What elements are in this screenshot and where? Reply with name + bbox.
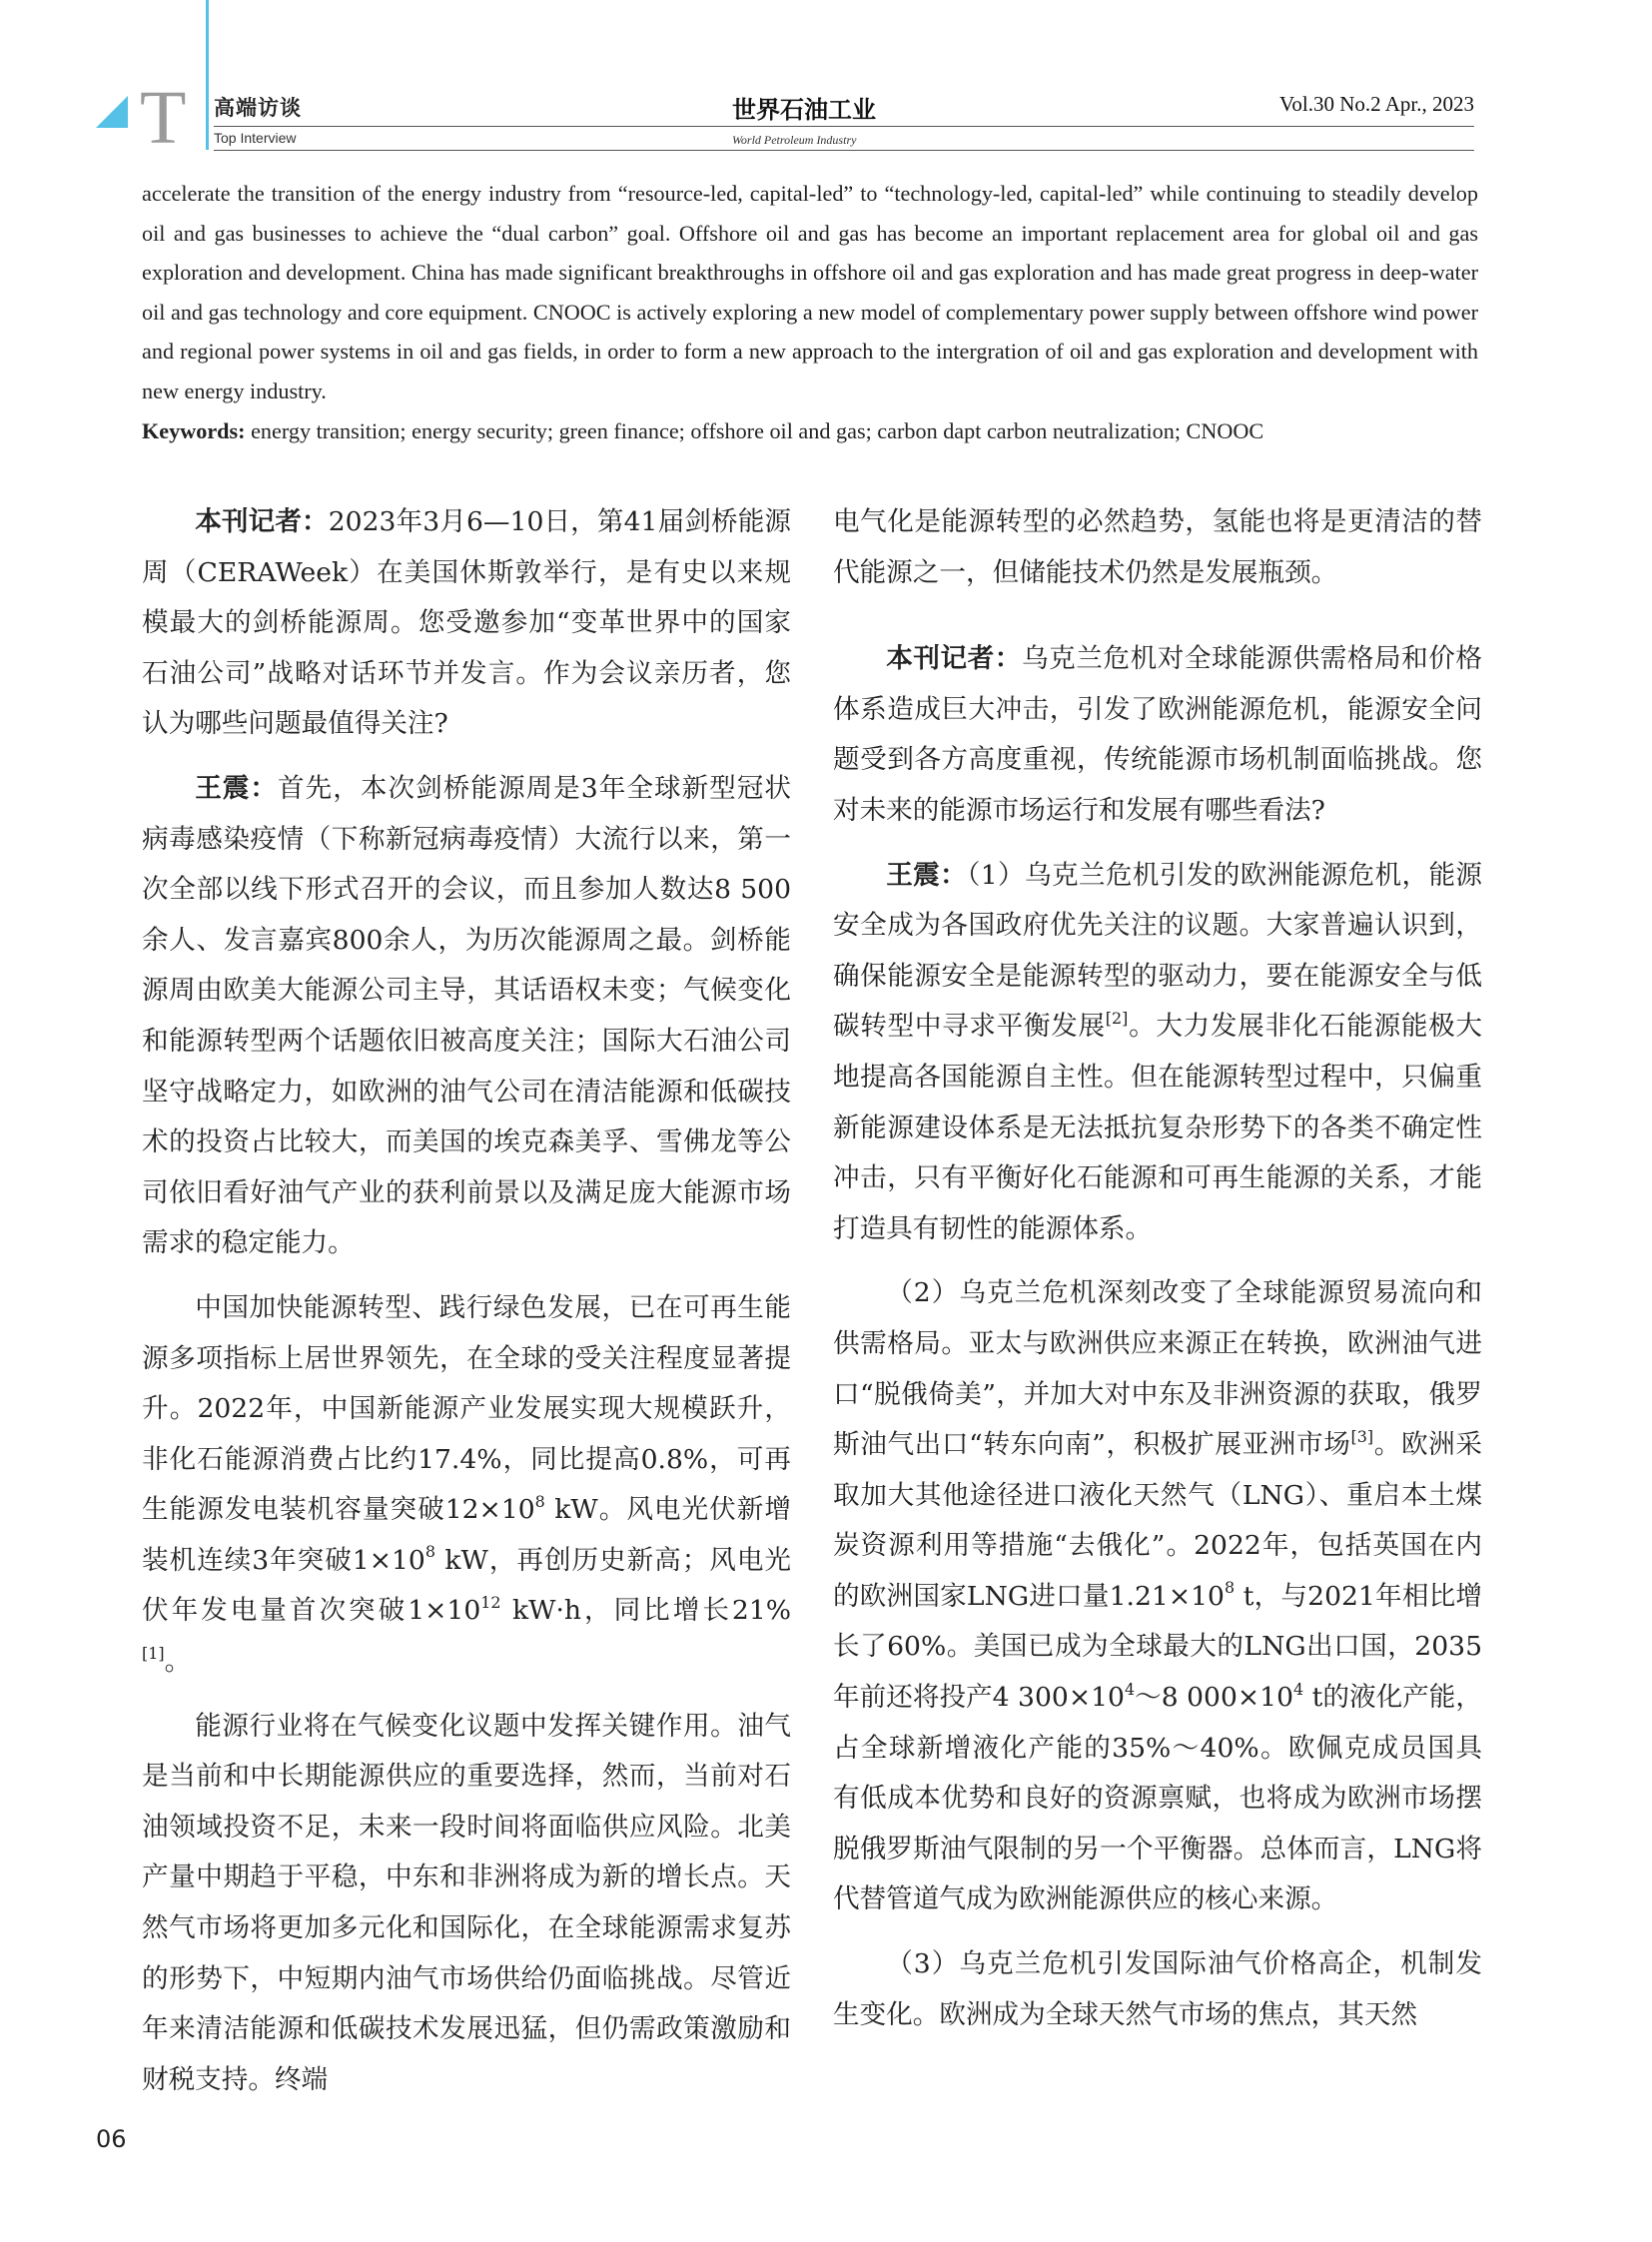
english-abstract (142, 174, 1478, 450)
speaker-label: 王震： (195, 772, 279, 804)
paragraph-trade-flows: （2）乌克兰危机深刻改变了全球能源贸易流向和供需格局。亚太与欧洲供应来源正在转换，欧洲油气进口“脱俄倚美”，并加大对中东及非洲资源的获取，俄罗斯油气出口“转东向南”，积极扩展亚洲市场[3]。欧洲采取加大其他途径进口液化天然气（LNG）、重启本土煤炭资源利用等措施“去俄化”。2022年，包括英国在内的欧洲国家LNG进口量$1.21\times 10^8$ t，与2021年相比增长了60%。美国已成为全球最大的LNG出口国，2035年前还将投产4 $300\times 10^4\sim 8$ $000\times 10^4$ t的液化产能，占全球新增液化产能的35%～40%。欧佩克成员国具有低成本优势和良好的资源禀赋，也将成为欧洲市场摆脱俄罗斯油气限制的另一个平衡器。总体而言，LNG将代替管道气成为欧洲能源供应的核心来源。 (833, 1277, 1482, 1915)
question-1: 本刊记者：2023年3月6—10日，第41届剑桥能源周（CERAWeek）在美国休斯敦举行，是有史以来规模最大的剑桥能源周。您受邀参加“变革世界中的国家石油公司”战略对话环节并发言。作为会议亲历者，您认为哪些问题最值得关注? (142, 506, 792, 740)
keywords-label: Keywords: (142, 417, 246, 443)
speaker-label: 本刊记者： (195, 506, 329, 537)
reference-mark: [3] (1350, 1426, 1374, 1446)
header-triangle-icon (96, 96, 128, 128)
answer-1: 王震：首先，本次剑桥能源周是3年全球新型冠状病毒感染疫情（下称新冠病毒疫情）大流行以来，第一次全部以线下形式召开的会议，而且参加人数达8 500余人、发言嘉宾800余人，为历次能源周之最。剑桥能源周由欧美大能源公司主导，其话语权未变；气候变化和能源转型两个话题依旧被高度关注；国际大石油公司坚守战略定力，如欧洲的油气公司在清洁能源和低碳技术的投资占比较大，而美国的埃克森美孚、雪佛龙等公司依旧看好油气产业的获利前景以及满足庞大能源市场需求的稳定能力。 (142, 772, 791, 1259)
right-column (833, 497, 1482, 2040)
header-rule (214, 126, 1474, 127)
paragraph-energy-industry: 能源行业将在气候变化议题中发挥关键作用。油气是当前和中长期能源供应的重要选择，然而，当前对石油领域投资不足，未来一段时间将面临供应风险。北美产量中期趋于平稳，中东和非洲将成为新的增长点。天然气市场将更加多元化和国际化，在全球能源需求复苏的形势下，中短期内油气市场供给仍面临挑战。尽管近年来清洁能源和低碳技术发展迅猛，但仍需政策激励和财税支持。终端 (142, 1710, 791, 2095)
reference-mark: [1] (142, 1643, 165, 1663)
section-title-en: Top Interview (214, 130, 297, 146)
section-title-cn: 高端访谈 (214, 96, 302, 120)
question-2: 本刊记者：乌克兰危机对全球能源供需格局和价格体系造成巨大冲击，引发了欧洲能源危机，能源安全问题受到各方高度重视，传统能源市场机制面临挑战。您对未来的能源市场运行和发展有哪些看法? (833, 643, 1483, 826)
section-logo-letter: T (140, 76, 187, 160)
header-rule-bottom (214, 150, 1474, 151)
keywords-line (142, 411, 1478, 451)
volume-info: Vol.30 No.2 Apr., 2023 (1278, 92, 1474, 116)
paragraph-prices: （3）乌克兰危机引发国际油气价格高企，机制发生变化。欧洲成为全球天然气市场的焦点，其天然 (833, 1948, 1482, 2030)
paragraph-renewables: 中国加快能源转型、践行绿色发展，已在可再生能源多项指标上居世界领先，在全球的受关注程度显著提升。2022年，中国新能源产业发展实现大规模跃升，非化石能源消费占比约17.4%，同比提高0.8%，可再生能源发电装机容量突破$12\times 10^8$ kW。风电光伏新增装机连续3年突破$1\times 10^8$ kW，再创历史新高；风电光伏年发电量首次突破$1\times 10^{12}$ kW·h，同比增长21%[1]。 (142, 1291, 792, 1678)
abstract-text: accelerate the transition of the energy industry from “resource-led, capital-led” to “technology-led, capital-led” while continuing to steadily develop oil and gas businesses to achieve the “dual carbon” goal. Offshore oil and gas has become an important replacement area for global oil and gas exploration and development. China has made significant breakthroughs in offshore oil and gas exploration and has made great progress in deep-water oil and gas technology and core equipment. CNOOC is actively exploring a new model of complementary power supply between offshore wind power and regional power systems in oil and gas fields, in order to form a new approach to the intergration of oil and gas exploration and development with new energy industry. (142, 181, 1478, 403)
page-number: 06 (96, 2125, 127, 2153)
keywords-text: energy transition; energy security; green finance; offshore oil and gas; carbon dapt carbon neutralization; CNOOC (245, 417, 1264, 443)
reference-mark: [2] (1105, 1008, 1129, 1028)
left-column (142, 497, 791, 2105)
paragraph-continuation: 电气化是能源转型的必然趋势，氢能也将是更清洁的替代能源之一，但储能技术仍然是发展瓶颈。 (833, 506, 1482, 588)
journal-title-cn: 世界石油工业 (732, 96, 876, 124)
header-accent-bar (206, 0, 209, 150)
answer-2: 王震：（1）乌克兰危机引发的欧洲能源危机，能源安全成为各国政府优先关注的议题。大家普遍认识到，确保能源安全是能源转型的驱动力，要在能源安全与低碳转型中寻求平衡发展[2]。大力发展非化石能源能极大地提高各国能源自主性。但在能源转型过程中，只偏重新能源建设体系是无法抵抗复杂形势下的各类不确定性冲击，只有平衡好化石能源和可再生能源的关系，才能打造具有韧性的能源体系。 (833, 859, 1483, 1244)
speaker-label: 本刊记者： (886, 643, 1022, 675)
speaker-label: 王震： (886, 859, 968, 891)
journal-title-en: World Petroleum Industry (732, 133, 857, 147)
